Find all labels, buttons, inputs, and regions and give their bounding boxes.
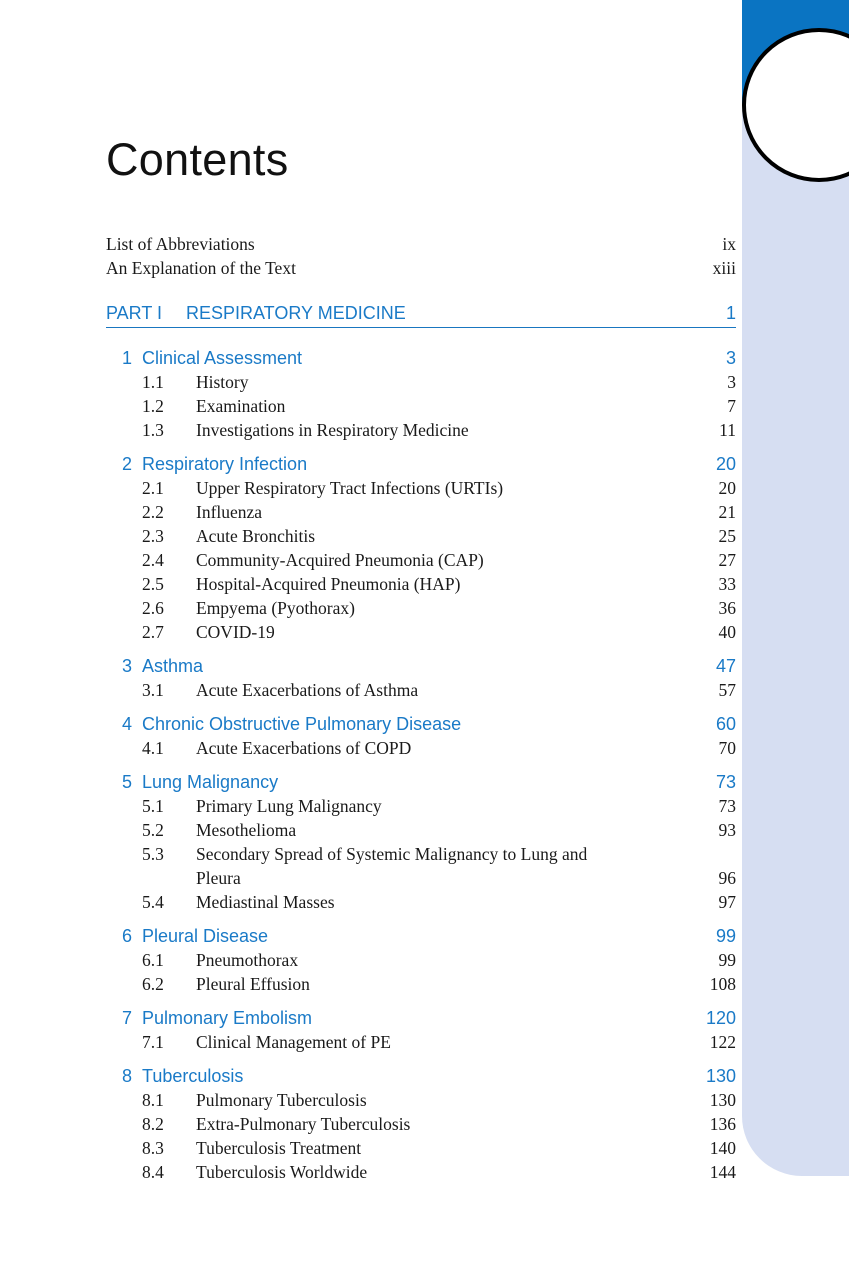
chapter-6 (122, 924, 736, 996)
chapter-list (122, 346, 736, 1194)
toc-entry[interactable] (122, 476, 736, 500)
toc-entry[interactable] (122, 1160, 736, 1184)
chapter-title: Pulmonary Embolism (142, 1008, 313, 1028)
chapter-page: 47 (715, 656, 736, 676)
section-number: 8.4 (142, 1162, 164, 1182)
section-number: 2.1 (142, 478, 164, 498)
section-title: Pulmonary Tuberculosis (196, 1090, 367, 1110)
part-title: RESPIRATORY MEDICINE (186, 303, 406, 323)
chapter-page: 99 (715, 926, 736, 946)
chapter-page: 3 (725, 348, 736, 368)
chapter-title: Pleural Disease (142, 926, 269, 946)
chapter-title: Lung Malignancy (142, 772, 279, 792)
section-page: 36 (718, 598, 736, 618)
chapter-5 (122, 770, 736, 914)
section-title: COVID-19 (196, 622, 275, 642)
chapter-heading[interactable] (122, 712, 736, 736)
chapter-number: 1 (122, 348, 133, 368)
chapter-title: Chronic Obstructive Pulmonary Disease (142, 714, 462, 734)
part-heading[interactable] (106, 302, 736, 328)
toc-entry[interactable] (122, 572, 736, 596)
section-title: Examination (196, 396, 286, 416)
chapter-4 (122, 712, 736, 760)
chapter-number: 8 (122, 1066, 133, 1086)
section-page: 20 (718, 478, 736, 498)
chapter-page: 120 (705, 1008, 736, 1028)
toc-entry[interactable] (122, 842, 736, 890)
section-page: 21 (718, 502, 736, 522)
section-title: Extra-Pulmonary Tuberculosis (196, 1114, 411, 1134)
section-page: 33 (718, 574, 736, 594)
toc-entry[interactable] (122, 818, 736, 842)
section-page: 25 (718, 526, 736, 546)
chapter-3 (122, 654, 736, 702)
section-number: 2.5 (142, 574, 164, 594)
chapter-page: 20 (715, 454, 736, 474)
toc-entry[interactable] (122, 1112, 736, 1136)
chapter-title: Clinical Assessment (142, 348, 303, 368)
chapter-number: 6 (122, 926, 133, 946)
section-title: Pleural Effusion (196, 974, 310, 994)
toc-entry[interactable] (122, 370, 736, 394)
chapter-heading[interactable] (122, 1064, 736, 1088)
toc-entry-title: List of Abbreviations (106, 234, 255, 254)
section-number: 5.1 (142, 796, 164, 816)
toc-entry-title: An Explanation of the Text (106, 258, 296, 278)
chapter-number: 3 (122, 656, 133, 676)
section-page: 40 (718, 622, 736, 642)
section-page: 73 (718, 796, 736, 816)
chapter-7 (122, 1006, 736, 1054)
chapter-heading[interactable] (122, 924, 736, 948)
part-page: 1 (725, 303, 736, 323)
section-page: 70 (718, 738, 736, 758)
section-title: Hospital-Acquired Pneumonia (HAP) (196, 574, 461, 594)
toc-entry[interactable] (106, 256, 736, 280)
section-title: Primary Lung Malignancy (196, 796, 382, 816)
toc-entry[interactable] (122, 1030, 736, 1054)
section-title: Acute Exacerbations of Asthma (196, 680, 419, 700)
part-label: PART I (106, 303, 163, 323)
toc-entry[interactable] (122, 1136, 736, 1160)
section-number: 2.7 (142, 622, 164, 642)
chapter-8 (122, 1064, 736, 1184)
chapter-title: Asthma (142, 656, 204, 676)
section-title: Mediastinal Masses (196, 892, 335, 912)
section-number: 8.2 (142, 1114, 164, 1134)
section-page: 7 (727, 396, 736, 416)
section-page: 57 (718, 680, 736, 700)
chapter-number: 7 (122, 1008, 133, 1028)
section-page: 93 (718, 820, 736, 840)
section-page: 99 (718, 950, 736, 970)
section-number: 2.4 (142, 550, 164, 570)
toc-entry[interactable] (122, 418, 736, 442)
chapter-page: 60 (715, 714, 736, 734)
toc-entry[interactable] (106, 232, 736, 256)
section-page: 144 (709, 1162, 736, 1182)
section-page: 96 (718, 868, 736, 888)
toc-entry-page: xiii (712, 258, 736, 278)
section-page: 140 (709, 1138, 736, 1158)
chapter-page: 73 (715, 772, 736, 792)
toc-entry[interactable] (122, 972, 736, 996)
section-title: Community-Acquired Pneumonia (CAP) (196, 550, 484, 570)
section-number: 5.4 (142, 892, 164, 912)
chapter-heading[interactable] (122, 654, 736, 678)
section-title: Clinical Management of PE (196, 1032, 391, 1052)
toc-entry[interactable] (122, 948, 736, 972)
chapter-heading[interactable] (122, 346, 736, 370)
toc-entry[interactable] (122, 678, 736, 702)
section-page: 108 (709, 974, 736, 994)
section-number: 1.2 (142, 396, 164, 416)
section-page: 130 (709, 1090, 736, 1110)
toc-entry[interactable] (122, 736, 736, 760)
chapter-page: 130 (705, 1066, 736, 1086)
section-number: 8.3 (142, 1138, 164, 1158)
chapter-number: 5 (122, 772, 133, 792)
section-number: 6.2 (142, 974, 164, 994)
section-title: History (196, 372, 249, 392)
section-number: 1.3 (142, 420, 164, 440)
toc-entry[interactable] (122, 596, 736, 620)
toc-entry[interactable] (122, 794, 736, 818)
section-number: 3.1 (142, 680, 164, 700)
chapter-1 (122, 346, 736, 442)
section-title: Acute Bronchitis (196, 526, 316, 546)
chapter-heading[interactable] (122, 1006, 736, 1030)
toc-entry[interactable] (122, 890, 736, 914)
section-title: Secondary Spread of Systemic Malignancy to Lung and Pleura (196, 844, 588, 888)
section-title: Empyema (Pyothorax) (196, 598, 355, 618)
toc-entry[interactable] (122, 394, 736, 418)
section-page: 11 (719, 420, 736, 440)
toc-entry[interactable] (122, 500, 736, 524)
toc-entry[interactable] (122, 548, 736, 572)
section-title: Influenza (196, 502, 263, 522)
section-page: 122 (709, 1032, 736, 1052)
section-number: 4.1 (142, 738, 164, 758)
section-number: 5.3 (142, 844, 164, 864)
section-title: Tuberculosis Worldwide (196, 1162, 368, 1182)
section-title: Investigations in Respiratory Medicine (196, 420, 469, 440)
chapter-heading[interactable] (122, 452, 736, 476)
section-title: Upper Respiratory Tract Infections (URTIs) (196, 478, 504, 498)
section-page: 27 (718, 550, 736, 570)
section-title: Pneumothorax (196, 950, 299, 970)
chapter-title: Tuberculosis (142, 1066, 244, 1086)
section-title: Mesothelioma (196, 820, 297, 840)
section-number: 8.1 (142, 1090, 164, 1110)
section-page: 97 (718, 892, 736, 912)
chapter-number: 4 (122, 714, 133, 734)
chapter-title: Respiratory Infection (142, 454, 308, 474)
toc-entry-page: ix (722, 234, 736, 254)
section-page: 3 (727, 372, 736, 392)
toc-entry[interactable] (122, 524, 736, 548)
section-title: Tuberculosis Treatment (196, 1138, 362, 1158)
section-number: 6.1 (142, 950, 164, 970)
chapter-heading[interactable] (122, 770, 736, 794)
toc-entry[interactable] (122, 1088, 736, 1112)
page-title: Contents (106, 134, 289, 185)
section-title: Acute Exacerbations of COPD (196, 738, 412, 758)
section-number: 2.3 (142, 526, 164, 546)
section-number: 1.1 (142, 372, 164, 392)
section-number: 2.2 (142, 502, 164, 522)
chapter-number: 2 (122, 454, 133, 474)
section-number: 7.1 (142, 1032, 164, 1052)
section-number: 5.2 (142, 820, 164, 840)
chapter-2 (122, 452, 736, 644)
toc-entry[interactable] (122, 620, 736, 644)
front-matter-list (106, 232, 736, 280)
section-page: 136 (709, 1114, 736, 1134)
section-number: 2.6 (142, 598, 164, 618)
